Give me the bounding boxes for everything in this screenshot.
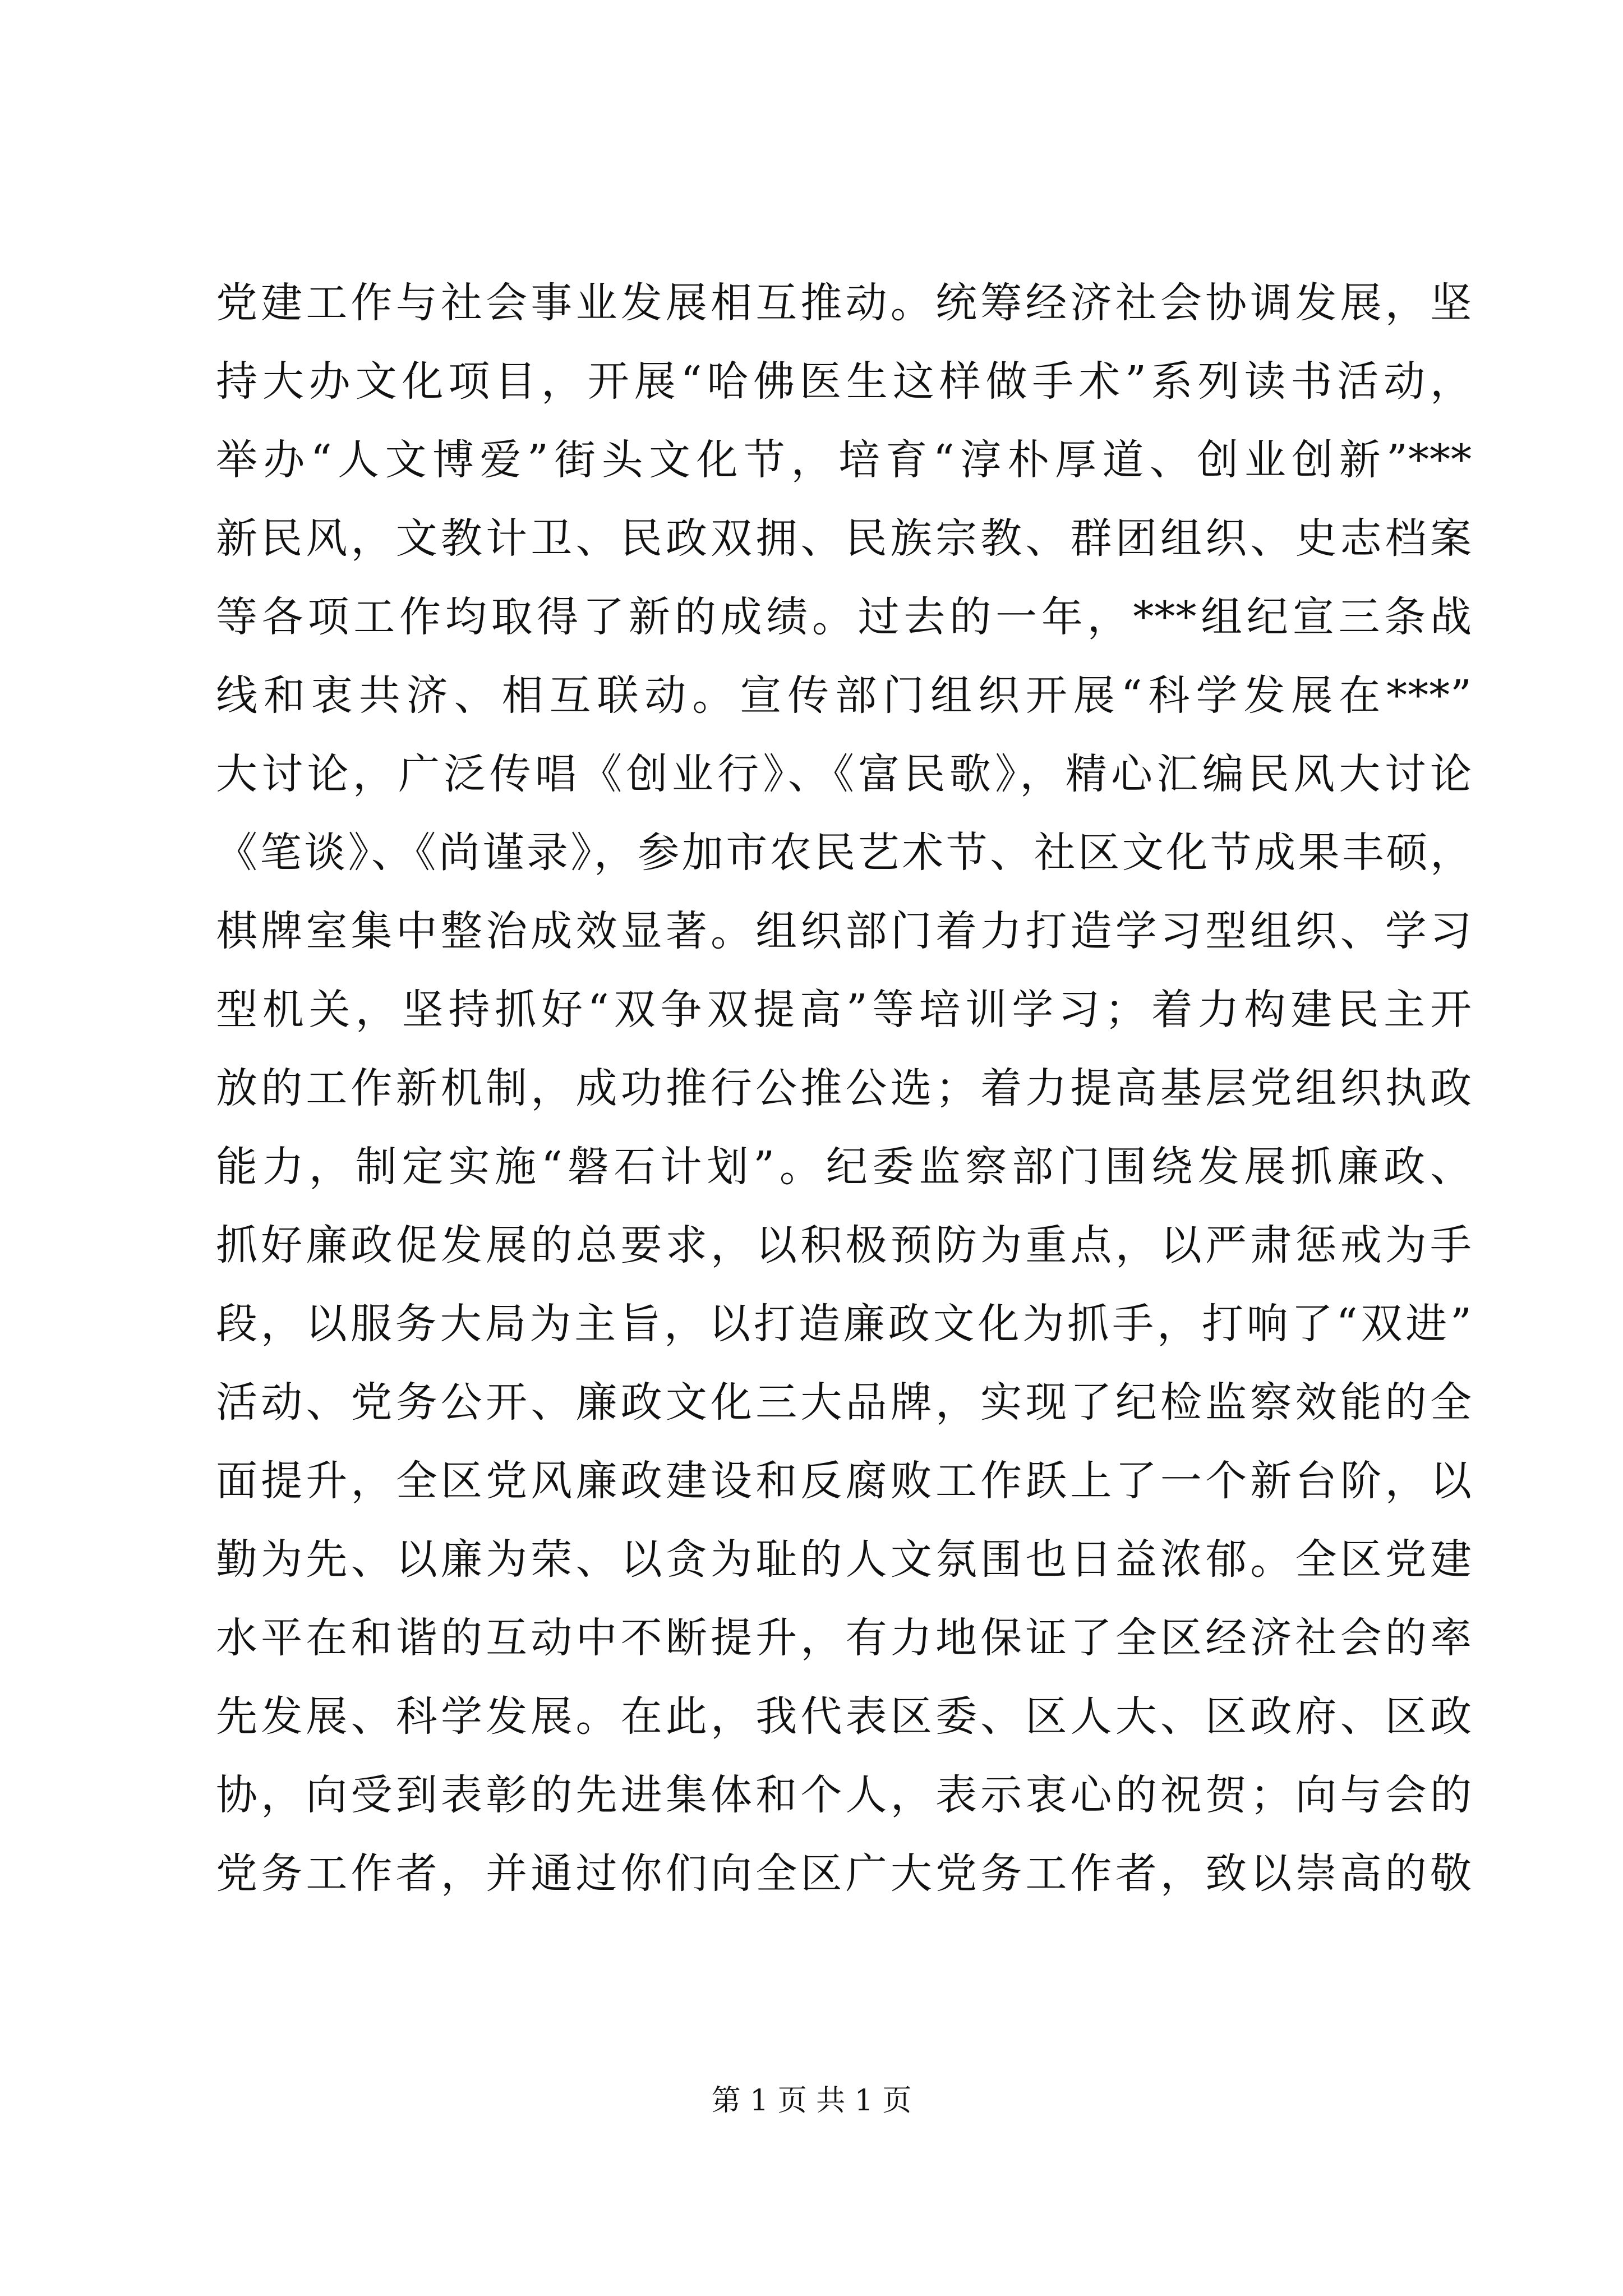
text-line: 放的工作新机制，成功推行公推公选；着力提高基层党组织执政	[216, 1064, 1472, 1112]
text-line: 线和衷共济、相互联动。宣传部门组织开展“科学发展在***”	[216, 671, 1472, 720]
text-line: 大讨论，广泛传唱《创业行》、《富民歌》，精心汇编民风大讨论	[216, 750, 1472, 798]
text-line: 型机关，坚持抓好“双争双提高”等培训学习；着力构建民主开	[216, 986, 1472, 1034]
text-line: 等各项工作均取得了新的成绩。过去的一年，***组纪宣三条战	[216, 593, 1472, 641]
text-line: 能力，制定实施“磐石计划”。纪委监察部门围绕发展抓廉政、	[216, 1143, 1472, 1191]
text-line: 水平在和谐的互动中不断提升，有力地保证了全区经济社会的率	[216, 1614, 1472, 1662]
body-text	[216, 264, 1472, 1913]
text-line: 《笔谈》、《尚谨录》，参加市农民艺术节、社区文化节成果丰硕，	[216, 829, 1472, 877]
text-line: 勤为先、以廉为荣、以贪为耻的人文氛围也日益浓郁。全区党建	[216, 1535, 1472, 1584]
text-line: 活动、党务公开、廉政文化三大品牌，实现了纪检监察效能的全	[216, 1378, 1472, 1427]
text-line: 面提升，全区党风廉政建设和反腐败工作跃上了一个新台阶，以	[216, 1457, 1472, 1505]
text-line: 段，以服务大局为主旨，以打造廉政文化为抓手，打响了“双进”	[216, 1300, 1472, 1348]
text-line: 棋牌室集中整治成效显著。组织部门着力打造学习型组织、学习	[216, 907, 1472, 955]
text-line: 党建工作与社会事业发展相互推动。统筹经济社会协调发展，坚	[216, 279, 1472, 327]
text-line: 抓好廉政促发展的总要求，以积极预防为重点，以严肃惩戒为手	[216, 1221, 1472, 1269]
text-line: 举办“人文博爱”街头文化节，培育“淳朴厚道、创业创新”***	[216, 436, 1472, 484]
text-line: 党务工作者，并通过你们向全区广大党务工作者，致以崇高的敬	[216, 1849, 1472, 1898]
page-number-footer: 第 1 页 共 1 页	[711, 2084, 912, 2118]
text-line: 协，向受到表彰的先进集体和个人，表示衷心的祝贺；向与会的	[216, 1771, 1472, 1819]
text-line: 持大办文化项目，开展“哈佛医生这样做手术”系列读书活动，	[216, 357, 1472, 406]
text-line: 先发展、科学发展。在此，我代表区委、区人大、区政府、区政	[216, 1692, 1472, 1741]
text-line: 新民风，文教计卫、民政双拥、民族宗教、群团组织、史志档案	[216, 514, 1472, 563]
